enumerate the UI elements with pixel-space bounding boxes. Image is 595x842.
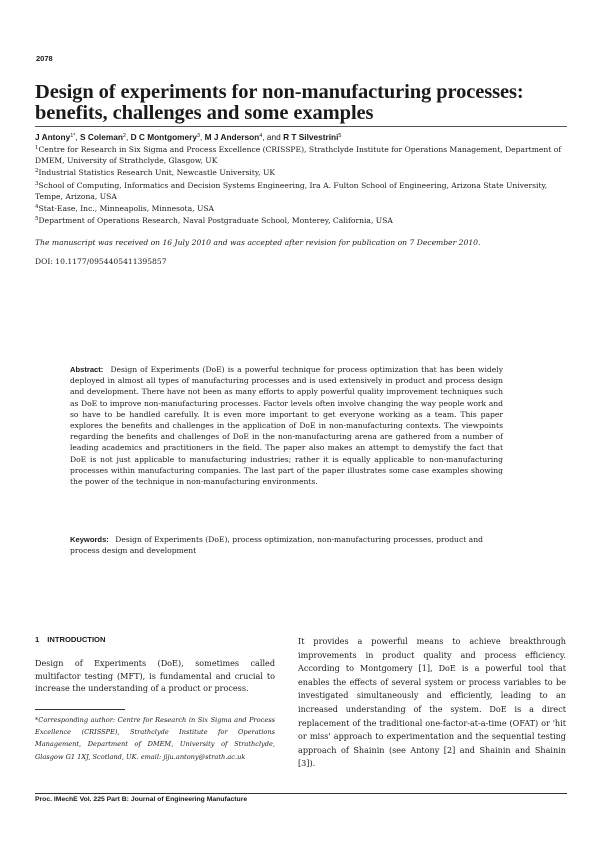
author-name: D C Montgomery xyxy=(130,132,197,142)
section-heading xyxy=(35,635,105,644)
affiliation-text: Centre for Research in Six Sigma and Process Excellence (CRISSPE), Strathclyde Institute for Operations Management, Department of DMEM, University of Strathclyde, Glasgow, UK xyxy=(35,145,562,166)
section-number: 1 xyxy=(35,635,40,644)
abstract xyxy=(70,364,503,487)
footnote-divider xyxy=(35,709,125,710)
author-separator: , xyxy=(200,132,205,142)
author-mark: 2 xyxy=(122,133,126,139)
author-mark: 5 xyxy=(338,133,342,139)
author-name: J Antony xyxy=(35,132,71,142)
affiliation-text: School of Computing, Informatics and Decision Systems Engineering, Ira A. Fulton School of Engineering, Arizona State University, Tempe, Arizona, USA xyxy=(35,180,548,201)
corresponding-author-footnote: *Corresponding author: Centre for Research in Six Sigma and Process Excellence (CRISSPE), Strathclyde Institute for Operations Management, Department of DMEM, University of Strathclyde, Glasgow G1 1XJ, Scotland, UK. email: jiju.antony@strath.ac.uk xyxy=(35,716,275,761)
paper-title: Design of experiments for non-manufacturing processes: benefits, challenges and some examples xyxy=(35,81,524,124)
author-name: R T Silvestrini xyxy=(283,132,339,142)
affiliation xyxy=(35,179,567,202)
author-separator: , and xyxy=(262,132,284,142)
affiliation-text: Stat-Ease, Inc., Minneapolis, Minnesota, USA xyxy=(38,204,215,214)
author-separator: , xyxy=(75,132,81,142)
affiliation xyxy=(35,143,567,166)
author-separator: , xyxy=(125,132,131,142)
manuscript-dates: The manuscript was received on 16 July 2010 and was accepted after revision for publication on 7 December 2010. xyxy=(35,238,481,247)
author-name: S Coleman xyxy=(80,132,123,142)
footer-divider xyxy=(35,793,567,794)
intro-paragraph-left: Design of Experiments (DoE), sometimes called multifactor testing (MFT), is fundamental and crucial to increase the understanding of a product or process. xyxy=(35,658,275,693)
section-title: INTRODUCTION xyxy=(47,635,106,644)
affiliation xyxy=(35,214,567,226)
author-mark: 3 xyxy=(196,133,201,139)
author-list xyxy=(35,131,565,143)
title-divider xyxy=(35,126,567,127)
abstract-text: Design of Experiments (DoE) is a powerful technique for process optimization that has been widely deployed in almost all types of manufacturing processes and is used extensively in product and process design and development. There have not been as many efforts to apply powerful quality improvement techniques such as DoE to improve non-manufacturing processes. Factor levels often involve changing the way people work and so have to be handled carefully. It is even more important to get everyone working as a team. This paper explores the benefits and challenges in the application of DoE in non-manufacturing contexts. The viewpoints regarding the benefits and challenges of DoE in the non-manufacturing arena are gathered from a number of leading academics and practitioners in the field. The paper also makes an attempt to demystify the fact that DoE is not just applicable to manufacturing industries; rather it is equally applicable to non-manufacturing processes within manufacturing companies. The last part of the paper illustrates some case examples showing the power of the technique in non-manufacturing environments. xyxy=(70,365,503,487)
affiliation xyxy=(35,166,567,178)
running-footer: Proc. IMechE Vol. 225 Part B: Journal of Engineering Manufacture xyxy=(35,796,248,803)
keywords xyxy=(70,534,503,556)
doi[interactable]: DOI: 10.1177/0954405411395857 xyxy=(35,257,167,266)
affiliation-text: Industrial Statistics Research Unit, Newcastle University, UK xyxy=(38,168,276,178)
abstract-label: Abstract: xyxy=(70,365,104,374)
author-mark: 4 xyxy=(259,133,263,139)
author-mark: 1* xyxy=(70,133,76,139)
keywords-text: Design of Experiments (DoE), process optimization, non-manufacturing processes, product and process design and development xyxy=(70,535,483,556)
affiliation xyxy=(35,202,567,214)
affiliation-number: 2 xyxy=(35,168,39,175)
affiliations xyxy=(35,143,567,226)
affiliation-number: 4 xyxy=(35,204,39,211)
intro-paragraph-right: It provides a powerful means to achieve breakthrough improvements in product quality and process efficiency. According to Montgomery [1], DoE is a powerful tool that enables the effects of several system or process variables to be investigated simultaneously and efficiently, leading to an increased understanding of the system. DoE is a direct replacement of the traditional one-factor-at-a-time (OFAT) or 'hit or miss' approach to experimentation and the sequential testing approach of Shainin (see Antony [2] and Shainin and Shainin [3]). xyxy=(298,636,566,769)
affiliation-number: 3 xyxy=(35,180,39,187)
affiliation-text: Department of Operations Research, Naval Postgraduate School, Monterey, California, USA xyxy=(38,216,393,226)
affiliation-number: 1 xyxy=(35,145,39,151)
keywords-label: Keywords: xyxy=(70,535,109,544)
affiliation-number: 5 xyxy=(35,216,39,223)
page-number: 2078 xyxy=(36,54,53,63)
author-name: M J Anderson xyxy=(204,132,260,142)
